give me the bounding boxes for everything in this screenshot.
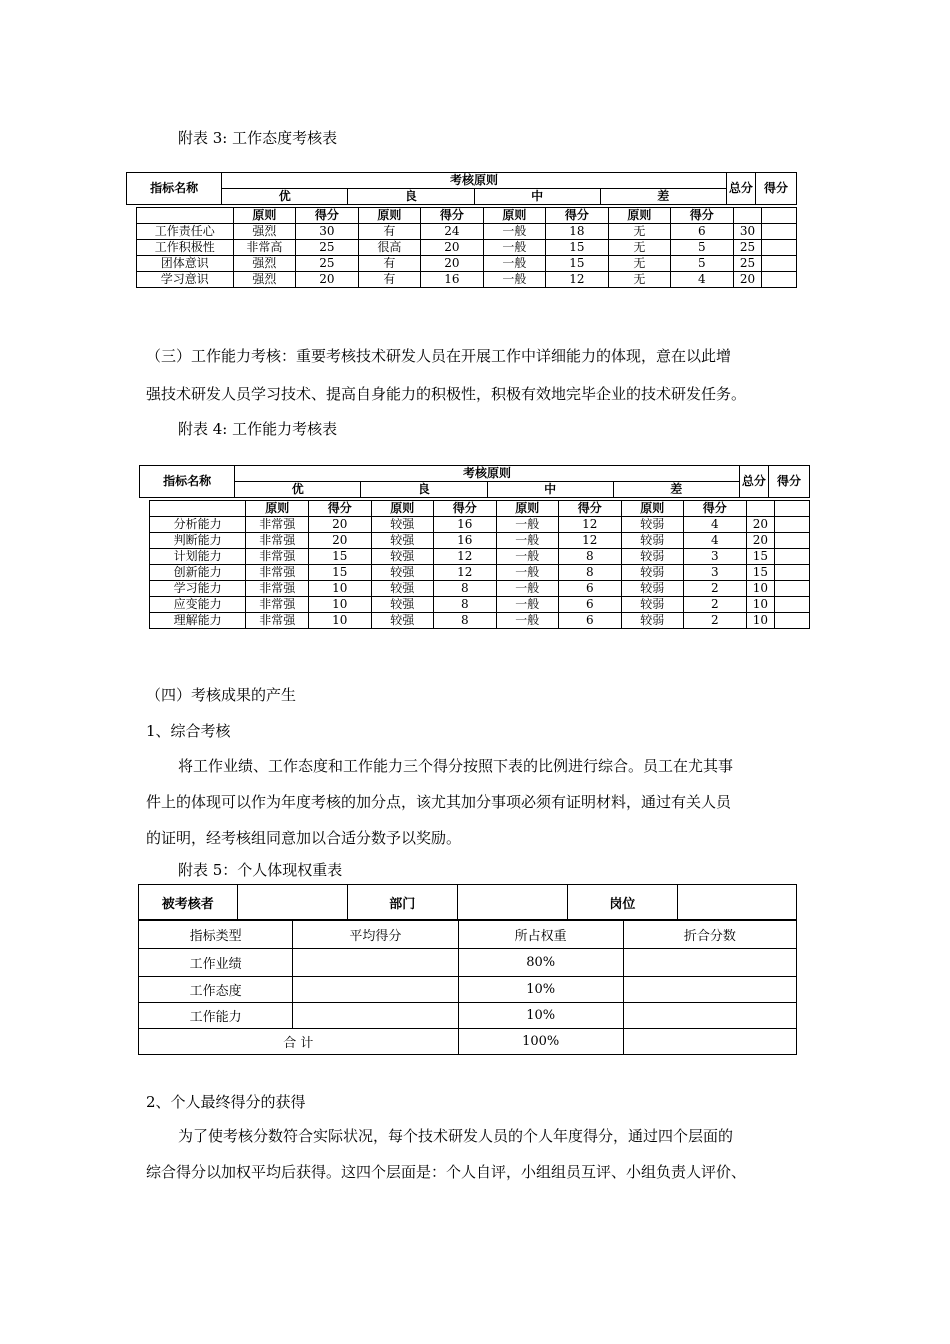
table4-cell: 较强 xyxy=(371,597,434,613)
table-row xyxy=(150,597,810,613)
table4-sub-score: 得分 xyxy=(559,501,622,517)
table4-cell: 较强 xyxy=(371,549,434,565)
table5-person-value xyxy=(237,885,347,920)
table3-cell: 学习意识 xyxy=(137,272,234,288)
table3-cell xyxy=(762,272,797,288)
table4-cell: 较强 xyxy=(371,517,434,533)
section5-line1: 为了使考核分数符合实际状况，每个技术研发人员的个人年度得分，通过四个层面的 xyxy=(178,1127,734,1145)
section4-p1-line2: 件上的体现可以作为年度考核的加分点，该尤其加分事项必须有证明材料，通过有关人员 xyxy=(146,793,732,811)
table4-cell: 一般 xyxy=(496,613,559,629)
table4-cell: 较强 xyxy=(371,533,434,549)
table4-cell xyxy=(775,549,810,565)
table4-cell: 一般 xyxy=(496,597,559,613)
table3-grade-poor: 差 xyxy=(600,189,726,205)
table4-cell: 8 xyxy=(559,549,622,565)
table5-caption: 附表 5：个人体现权重表 xyxy=(178,861,343,879)
table-row xyxy=(150,517,810,533)
table4-cell: 20 xyxy=(309,517,372,533)
table3-cell: 15 xyxy=(546,256,608,272)
table4-cell: 较强 xyxy=(371,565,434,581)
table3-grade-medium: 中 xyxy=(474,189,600,205)
section4-p1-line1: 将工作业绩、工作态度和工作能力三个得分按照下表的比例进行综合。员工在尤其事 xyxy=(178,757,734,775)
table3-cell: 30 xyxy=(733,224,762,240)
table3-cell: 有 xyxy=(358,272,420,288)
table4-cell: 20 xyxy=(746,517,775,533)
table4-cell: 较强 xyxy=(371,613,434,629)
table3-cell: 20 xyxy=(296,272,358,288)
table5-col-converted: 折合分数 xyxy=(623,921,796,949)
table-row xyxy=(150,533,810,549)
table4-cell: 一般 xyxy=(496,581,559,597)
table4-cell: 应变能力 xyxy=(150,597,246,613)
table5-total-label: 合 计 xyxy=(139,1029,459,1055)
table4-cell: 非常强 xyxy=(246,565,309,581)
table4-sub-principle: 原则 xyxy=(496,501,559,517)
table5-person-label: 被考核者 xyxy=(139,885,238,920)
table4-cell: 10 xyxy=(746,613,775,629)
table4-cell xyxy=(775,581,810,597)
table3-cell: 很高 xyxy=(358,240,420,256)
table4-cell: 2 xyxy=(684,581,747,597)
table5-col-weight: 所占权重 xyxy=(458,921,623,949)
table3-caption: 附表 3: 工作态度考核表 xyxy=(178,129,338,147)
table5-col-avg: 平均得分 xyxy=(293,921,458,949)
table4-cell: 非常强 xyxy=(246,581,309,597)
table4-cell: 15 xyxy=(309,565,372,581)
table-row xyxy=(137,256,797,272)
table4-cell: 10 xyxy=(746,581,775,597)
table4-cell: 6 xyxy=(559,597,622,613)
table3-sub-principle: 原则 xyxy=(483,208,545,224)
table4-cell: 一般 xyxy=(496,565,559,581)
table4-cell xyxy=(775,597,810,613)
table4-cell: 较弱 xyxy=(621,581,684,597)
table4-cell: 学习能力 xyxy=(150,581,246,597)
table4-cell: 一般 xyxy=(496,517,559,533)
table4-principle-header: 考核原则 xyxy=(235,466,740,482)
table-row xyxy=(139,1029,797,1055)
table-row xyxy=(139,977,797,1003)
table3-cell: 强烈 xyxy=(233,272,296,288)
table3-grade-excellent: 优 xyxy=(222,189,348,205)
table3-cell: 25 xyxy=(296,240,358,256)
table5-cell: 工作业绩 xyxy=(139,949,293,977)
table4-cell: 非常强 xyxy=(246,517,309,533)
table5-cell xyxy=(623,977,796,1003)
table4-name-header: 指标名称 xyxy=(140,466,235,498)
table4-cell: 较弱 xyxy=(621,549,684,565)
table3-cell: 20 xyxy=(733,272,762,288)
table3-sub-score: 得分 xyxy=(546,208,608,224)
table5-cell: 10% xyxy=(458,977,623,1003)
table4-cell: 较弱 xyxy=(621,565,684,581)
table3-grade-good: 良 xyxy=(348,189,474,205)
table5-cell: 10% xyxy=(458,1003,623,1029)
table5-body xyxy=(138,920,797,1055)
table3-cell: 5 xyxy=(671,256,733,272)
table5-cell xyxy=(293,1003,458,1029)
table3-cell: 无 xyxy=(608,256,670,272)
table4-cell: 10 xyxy=(309,613,372,629)
table4-grade-excellent: 优 xyxy=(235,482,361,498)
table4-cell: 15 xyxy=(746,565,775,581)
table3-cell: 15 xyxy=(546,240,608,256)
table3-cell: 20 xyxy=(421,256,483,272)
table-row xyxy=(150,613,810,629)
table3-cell xyxy=(762,256,797,272)
table3-cell: 16 xyxy=(421,272,483,288)
table3-cell: 有 xyxy=(358,256,420,272)
table5-total-weight: 100% xyxy=(458,1029,623,1055)
table4-cell: 较弱 xyxy=(621,517,684,533)
table3-cell: 一般 xyxy=(483,240,545,256)
table4-cell: 理解能力 xyxy=(150,613,246,629)
table4-cell: 较弱 xyxy=(621,613,684,629)
table3-cell: 工作责任心 xyxy=(137,224,234,240)
table3-header xyxy=(126,172,797,205)
table4-cell xyxy=(775,613,810,629)
table4-sub-score: 得分 xyxy=(309,501,372,517)
table4-cell: 较弱 xyxy=(621,597,684,613)
table4-sub-principle: 原则 xyxy=(246,501,309,517)
table-row xyxy=(139,949,797,977)
table4-cell: 8 xyxy=(559,565,622,581)
table4-sub-score: 得分 xyxy=(434,501,497,517)
table-row xyxy=(139,921,797,949)
table3-cell: 一般 xyxy=(483,256,545,272)
table4-grade-medium: 中 xyxy=(487,482,613,498)
table4-cell: 10 xyxy=(309,597,372,613)
table3-cell: 24 xyxy=(421,224,483,240)
table4-cell: 4 xyxy=(684,533,747,549)
table3-cell: 有 xyxy=(358,224,420,240)
table3-name-header: 指标名称 xyxy=(127,173,222,205)
table4-cell: 较弱 xyxy=(621,533,684,549)
table3-cell: 强烈 xyxy=(233,224,296,240)
table4-cell: 16 xyxy=(434,533,497,549)
table4-cell: 8 xyxy=(434,597,497,613)
table5-post-value xyxy=(678,885,797,920)
table4-caption: 附表 4: 工作能力考核表 xyxy=(178,420,338,438)
table-row xyxy=(137,224,797,240)
table3-cell: 4 xyxy=(671,272,733,288)
table3-cell: 30 xyxy=(296,224,358,240)
table4-cell: 16 xyxy=(434,517,497,533)
table-row xyxy=(139,1003,797,1029)
table5 xyxy=(138,884,797,920)
table5-dept-value xyxy=(457,885,567,920)
table4-cell: 20 xyxy=(309,533,372,549)
table3-cell: 无 xyxy=(608,224,670,240)
table3-sub-principle: 原则 xyxy=(358,208,420,224)
table3-cell: 无 xyxy=(608,272,670,288)
table4-sub-principle: 原则 xyxy=(371,501,434,517)
table-row xyxy=(137,240,797,256)
table4-header xyxy=(139,465,810,498)
table3-sub-principle: 原则 xyxy=(233,208,296,224)
table5-cell xyxy=(623,1003,796,1029)
table4-cell: 12 xyxy=(434,565,497,581)
table4-cell: 非常强 xyxy=(246,613,309,629)
table3-body xyxy=(136,207,797,288)
table4-cell: 非常强 xyxy=(246,549,309,565)
table3-cell: 25 xyxy=(733,256,762,272)
table4-body xyxy=(149,500,810,629)
table3-cell: 强烈 xyxy=(233,256,296,272)
table3-sub-score: 得分 xyxy=(671,208,733,224)
table3-cell: 20 xyxy=(421,240,483,256)
section3-line2: 强技术研发人员学习技术、提高自身能力的积极性，积极有效地完毕企业的技术研发任务。 xyxy=(146,385,747,403)
table4-cell: 10 xyxy=(309,581,372,597)
table4-sub-score: 得分 xyxy=(684,501,747,517)
table-row xyxy=(150,565,810,581)
section5-line2: 综合得分以加权平均后获得。这四个层面是：个人自评，小组组员互评、小组负责人评价、 xyxy=(146,1163,747,1181)
table3-cell: 12 xyxy=(546,272,608,288)
table4-cell: 15 xyxy=(309,549,372,565)
table3-cell xyxy=(762,224,797,240)
table3-cell: 25 xyxy=(733,240,762,256)
table3-cell: 非常高 xyxy=(233,240,296,256)
table3-cell: 工作积极性 xyxy=(137,240,234,256)
table3-cell: 一般 xyxy=(483,224,545,240)
table4-cell: 非常强 xyxy=(246,533,309,549)
table5-dept-label: 部门 xyxy=(347,885,457,920)
table3-cell: 6 xyxy=(671,224,733,240)
table4-cell: 2 xyxy=(684,613,747,629)
table4-cell: 2 xyxy=(684,597,747,613)
table4-cell: 创新能力 xyxy=(150,565,246,581)
table3-cell: 一般 xyxy=(483,272,545,288)
section4-sub1: 1、综合考核 xyxy=(146,722,231,740)
table4-cell: 较强 xyxy=(371,581,434,597)
table4-cell: 12 xyxy=(559,517,622,533)
table4-cell: 3 xyxy=(684,549,747,565)
section4-heading: （四）考核成果的产生 xyxy=(146,686,297,704)
table4-grade-good: 良 xyxy=(361,482,487,498)
table3-cell xyxy=(762,240,797,256)
table4-cell: 一般 xyxy=(496,549,559,565)
table-row xyxy=(150,581,810,597)
table5-cell: 工作态度 xyxy=(139,977,293,1003)
table4-cell xyxy=(775,533,810,549)
table4-cell: 4 xyxy=(684,517,747,533)
table5-cell: 工作能力 xyxy=(139,1003,293,1029)
table5-cell xyxy=(293,977,458,1003)
section5-sub2: 2、个人最终得分的获得 xyxy=(146,1093,306,1111)
section4-p1-line3: 的证明，经考核组同意加以合适分数予以奖励。 xyxy=(146,829,462,847)
table4-cell: 6 xyxy=(559,581,622,597)
table5-col-type: 指标类型 xyxy=(139,921,293,949)
table3-cell: 5 xyxy=(671,240,733,256)
table4-score-header: 得分 xyxy=(768,466,809,498)
table4-cell: 3 xyxy=(684,565,747,581)
table-row xyxy=(150,501,810,517)
table4-grade-poor: 差 xyxy=(613,482,739,498)
table4-cell: 8 xyxy=(434,581,497,597)
table4-cell: 12 xyxy=(559,533,622,549)
table3-total-header: 总分 xyxy=(726,173,755,205)
table5-cell xyxy=(623,949,796,977)
table5-cell: 80% xyxy=(458,949,623,977)
table4-cell: 非常强 xyxy=(246,597,309,613)
table4-cell xyxy=(775,517,810,533)
table4-cell xyxy=(775,565,810,581)
table3-sub-score: 得分 xyxy=(421,208,483,224)
table4-cell: 判断能力 xyxy=(150,533,246,549)
table4-cell: 分析能力 xyxy=(150,517,246,533)
section3-line1: （三）工作能力考核：重要考核技术研发人员在开展工作中详细能力的体现，意在以此增 xyxy=(146,347,732,365)
table5-cell xyxy=(293,949,458,977)
table3-sub-score: 得分 xyxy=(296,208,358,224)
table-row xyxy=(150,549,810,565)
table4-total-header: 总分 xyxy=(739,466,768,498)
table4-cell: 一般 xyxy=(496,533,559,549)
table4-cell: 6 xyxy=(559,613,622,629)
table5-post-label: 岗位 xyxy=(567,885,677,920)
table4-cell: 计划能力 xyxy=(150,549,246,565)
table3-cell: 25 xyxy=(296,256,358,272)
table4-cell: 8 xyxy=(434,613,497,629)
table4-sub-principle: 原则 xyxy=(621,501,684,517)
table-row xyxy=(139,885,797,920)
table4-cell: 10 xyxy=(746,597,775,613)
table3-cell: 18 xyxy=(546,224,608,240)
table3-cell: 团体意识 xyxy=(137,256,234,272)
table-row xyxy=(137,272,797,288)
table3-principle-header: 考核原则 xyxy=(222,173,727,189)
table4-cell: 20 xyxy=(746,533,775,549)
table3-score-header: 得分 xyxy=(755,173,796,205)
table5-total-converted xyxy=(623,1029,796,1055)
table4-cell: 15 xyxy=(746,549,775,565)
table-row xyxy=(137,208,797,224)
table4-cell: 12 xyxy=(434,549,497,565)
table3-cell: 无 xyxy=(608,240,670,256)
table3-sub-principle: 原则 xyxy=(608,208,670,224)
